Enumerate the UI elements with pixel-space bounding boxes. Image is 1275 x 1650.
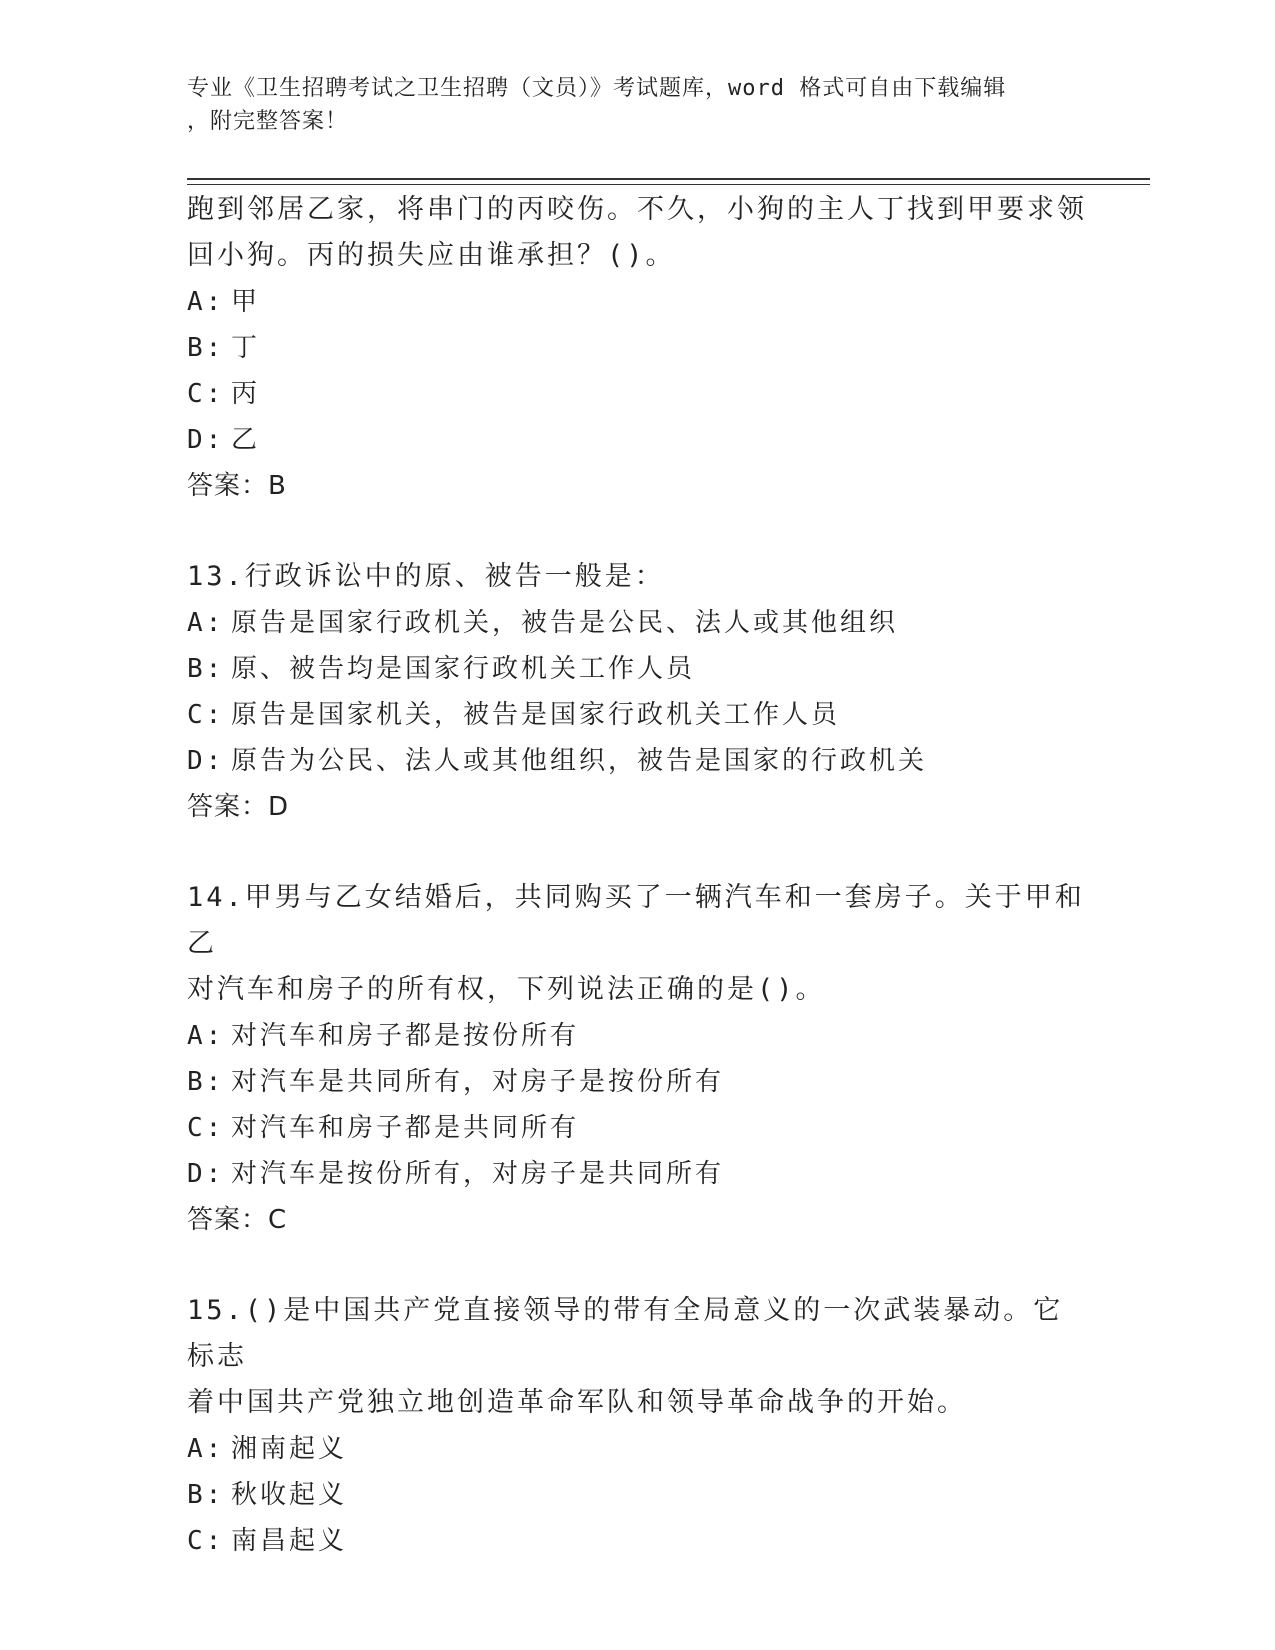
- spacer: [187, 1243, 1087, 1288]
- header-divider-thick: [187, 178, 1150, 180]
- option-text: 原、被告均是国家行政机关工作人员: [231, 654, 696, 684]
- question-15-option-c: [187, 1518, 1087, 1564]
- option-letter: A:: [187, 608, 225, 638]
- option-letter: A:: [187, 287, 225, 317]
- option-text: 对汽车是共同所有，对房子是按份所有: [231, 1067, 725, 1097]
- question-14-answer: 答案：C: [187, 1205, 288, 1235]
- question-list: [187, 187, 1087, 1564]
- option-letter: B:: [187, 1480, 225, 1510]
- question-15: [187, 1288, 1087, 1564]
- option-text: 原告为公民、法人或其他组织，被告是国家的行政机关: [231, 746, 928, 776]
- question-14-option-c: [187, 1105, 1087, 1151]
- option-text: 原告是国家行政机关，被告是公民、法人或其他组织: [231, 608, 899, 638]
- page-header: [187, 72, 1087, 138]
- header-divider-thin: [187, 184, 1150, 185]
- question-13: [187, 554, 1087, 830]
- option-letter: D:: [187, 1159, 225, 1189]
- option-text: 乙: [231, 425, 261, 455]
- option-letter: D:: [187, 746, 225, 776]
- option-letter: D:: [187, 425, 225, 455]
- question-13-option-a: [187, 600, 1087, 646]
- spacer: [187, 830, 1087, 875]
- option-letter: C:: [187, 1113, 225, 1143]
- question-13-answer: 答案：D: [187, 792, 290, 822]
- question-15-option-b: [187, 1472, 1087, 1518]
- option-text: 丁: [231, 333, 261, 363]
- question-14-option-a: [187, 1013, 1087, 1059]
- option-letter: C:: [187, 379, 225, 409]
- option-letter: C:: [187, 700, 225, 730]
- question-13-stem-line-1: 13.行政诉讼中的原、被告一般是：: [187, 561, 665, 592]
- question-14-stem-line-1: 14.甲男与乙女结婚后，共同购买了一辆汽车和一套房子。关于甲和乙: [187, 882, 1085, 959]
- option-text: 对汽车和房子都是按份所有: [231, 1021, 580, 1051]
- option-text: 对汽车和房子都是共同所有: [231, 1113, 580, 1143]
- option-letter: A:: [187, 1434, 225, 1464]
- option-letter: B:: [187, 654, 225, 684]
- question-14-option-d: [187, 1151, 1087, 1197]
- question-12-option-c: [187, 371, 1087, 417]
- question-13-option-d: [187, 738, 1087, 784]
- question-12-stem-line-1: 跑到邻居乙家，将串门的丙咬伤。不久，小狗的主人丁找到甲要求领: [187, 194, 1087, 225]
- question-14: [187, 875, 1087, 1243]
- option-letter: B:: [187, 1067, 225, 1097]
- option-text: 秋收起义: [231, 1480, 348, 1510]
- option-letter: C:: [187, 1526, 225, 1556]
- header-line-2: ，附完整答案！: [187, 109, 349, 134]
- spacer: [187, 509, 1087, 554]
- option-letter: B:: [187, 333, 225, 363]
- question-12: [187, 187, 1087, 509]
- question-12-option-d: [187, 417, 1087, 463]
- question-12-stem-line-2: 回小狗。丙的损失应由谁承担？()。: [187, 240, 676, 271]
- option-text: 原告是国家机关，被告是国家行政机关工作人员: [231, 700, 841, 730]
- question-15-stem-line-2: 着中国共产党独立地创造革命军队和领导革命战争的开始。: [187, 1387, 967, 1418]
- question-14-option-b: [187, 1059, 1087, 1105]
- question-15-option-a: [187, 1426, 1087, 1472]
- question-12-answer: 答案：B: [187, 471, 287, 501]
- question-12-option-b: [187, 325, 1087, 371]
- question-15-stem-line-1: 15.()是中国共产党直接领导的带有全局意义的一次武装暴动。它标志: [187, 1295, 1064, 1372]
- question-13-option-c: [187, 692, 1087, 738]
- option-text: 南昌起义: [231, 1526, 348, 1556]
- question-13-option-b: [187, 646, 1087, 692]
- header-line-1: 专业《卫生招聘考试之卫生招聘（文员）》考试题库，word 格式可自由下载编辑: [187, 76, 1007, 101]
- option-text: 对汽车是按份所有，对房子是共同所有: [231, 1159, 725, 1189]
- option-text: 丙: [231, 379, 261, 409]
- option-text: 湘南起义: [231, 1434, 348, 1464]
- option-letter: A:: [187, 1021, 225, 1051]
- question-14-stem-line-2: 对汽车和房子的所有权，下列说法正确的是()。: [187, 974, 826, 1005]
- option-text: 甲: [231, 287, 261, 317]
- question-12-option-a: [187, 279, 1087, 325]
